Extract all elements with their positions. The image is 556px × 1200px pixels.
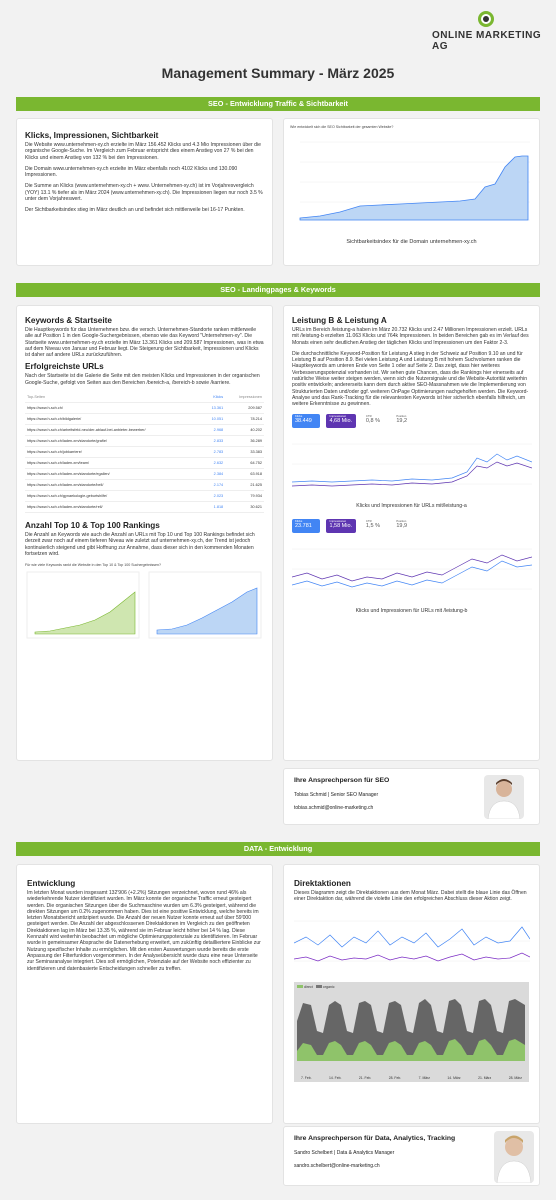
row-impressions: 30.621	[225, 502, 264, 513]
col-page[interactable]: Top-Seiten	[25, 392, 203, 403]
xtick: 28. März	[508, 1075, 522, 1080]
table-row[interactable]	[25, 436, 264, 447]
traffic-chart	[294, 982, 529, 1082]
table-header-row	[25, 392, 264, 403]
kpi-a-ctr[interactable]: CTR 0,8 %	[365, 413, 380, 425]
direkt-heading: Direktaktionen	[294, 879, 351, 888]
contact-seo-card	[283, 768, 540, 825]
leistung-b-kpis	[292, 519, 531, 537]
row-impressions: 63.918	[225, 469, 264, 480]
logo	[475, 8, 497, 30]
row-clicks: 1.818	[203, 502, 226, 513]
visibility-caption: Sichtbarkeitsindex für die Domain unternehmen-xy.ch	[346, 239, 477, 245]
legend-swatch-organic	[316, 985, 322, 988]
leistung-a-kpis	[292, 414, 531, 432]
section-banner-seo-traffic: SEO - Entwicklung Traffic & Sichtbarkeit	[16, 97, 540, 111]
leistung-b-caption: Klicks und Impressionen für URLs mit /leistung-b	[355, 607, 468, 614]
row-impressions: 64.752	[225, 458, 264, 469]
table-row[interactable]	[25, 502, 264, 513]
xtick: 14. März	[447, 1075, 461, 1080]
clicks-paragraph-1: Die Website www.unternehmen-xy.ch erzielte im März 156.452 Klicks und 4.3 Mio Impressionen über die organische Google-Suche. Im Vergleich zum Februar entspricht dies einem Anstieg von 27 % bei den Klicks und einem Anstieg von 132 % bei den Impressionen.	[25, 142, 261, 161]
col-impressions[interactable]: Impressionen	[225, 392, 264, 403]
contact-data-email[interactable]: sandro.schelbert@online-marketing.ch	[294, 1163, 380, 1169]
row-impressions: 78.214	[225, 414, 264, 425]
row-clicks: 10.051	[203, 414, 226, 425]
rankings-text: Die Anzahl an Keywords wie auch die Anzahl an URLs mit Top 10 und Top 100 Rankings befindet sich derzeit zwar noch auf einem tieferen Niveau wie zuletzt auf unternehmen-xy.ch, der Trend ist jedoch kontinuierlich steigend und gibt Hoffnung zur Annahme, dass dieser sich in den kommenden Monaten fortsetzen wird.	[25, 532, 255, 557]
clicks-paragraph-3: Die Summe an Klicks (www.unternehmen-xy.ch + www. Unternehmen-xy.ch) ist im Vorjahresvergleich (YOY) 13.1 % tiefer als im März 2024 (www.unternehmen-xy.ch). Die Impressionen liegen nur noch 3.5 % unter dem Vorjahreswert.	[25, 183, 263, 203]
kpi-a-impressions[interactable]: Impressionen 4,68 Mio.	[326, 414, 356, 428]
row-clicks: 2.968	[203, 425, 226, 436]
leistung-a-caption: Klicks und Impressionen für URLs mit/leistung-a	[356, 502, 467, 509]
xtick: 7. März	[418, 1075, 430, 1080]
urls-text: Nach der Startseite ist die Galerie die Seite mit den meisten Klicks und Impressionen in der organischen Google-Suche, gefolgt von Seiten aus den Bereichen /bereich-a, /bereich-b sowie /karriere.	[25, 373, 260, 386]
leistung-card	[283, 305, 540, 761]
entwicklung-heading: Entwicklung	[27, 879, 76, 888]
page-title: Management Summary - März 2025	[161, 65, 395, 81]
leistung-heading: Leistung B & Leistung A	[292, 316, 387, 325]
keywords-card	[16, 305, 273, 761]
row-page[interactable]: https://www.h-sch.ch/arbeitsfeld-neu/der-ablauf-bei-anbieter-bewerber/	[25, 425, 203, 436]
table-row[interactable]	[25, 425, 264, 436]
xtick: 21. März	[478, 1075, 492, 1080]
urls-heading: Erfolgreichste URLs	[25, 362, 104, 372]
row-impressions: 79.934	[225, 491, 264, 502]
direkt-card	[283, 864, 540, 1124]
table-row[interactable]	[25, 447, 264, 458]
row-clicks: 2.783	[203, 447, 226, 458]
kpi-b-clicks[interactable]: Klicks 23.781	[292, 519, 320, 533]
contact-seo-name: Tobias Schmid | Senior SEO Manager	[294, 792, 379, 798]
table-row[interactable]	[25, 414, 264, 425]
row-page[interactable]: https://www.h-sch.ch/laden-xm/team/	[25, 458, 203, 469]
row-impressions: 40.202	[225, 425, 264, 436]
traffic-xaxis	[297, 1076, 526, 1080]
contact-data-heading: Ihre Ansprechperson für Data, Analytics, Tracking	[294, 1135, 456, 1142]
row-clicks: 13.361	[203, 403, 226, 414]
contact-seo-email[interactable]: tobias.schmid@online-marketing.ch	[294, 805, 374, 811]
logo-icon	[475, 8, 497, 30]
kpi-a-clicks[interactable]: Klicks 38.449	[292, 414, 320, 428]
table-row[interactable]	[25, 469, 264, 480]
row-page[interactable]: https://www.h-sch.ch/bildgalerie/	[25, 414, 203, 425]
rankings-chart-title: Für wie viele Keywords rankt die Website in den Top 10 & Top 100 Suchergebnissen?	[25, 563, 162, 568]
top-urls-table	[25, 392, 264, 513]
leistung-b-chart	[292, 537, 532, 599]
xtick: 14. Feb.	[329, 1075, 342, 1080]
section-banner-data: DATA - Entwicklung	[16, 842, 540, 856]
entwicklung-card	[16, 864, 273, 1124]
row-clicks: 2.174	[203, 480, 226, 491]
row-clicks: 2.384	[203, 469, 226, 480]
table-row[interactable]	[25, 458, 264, 469]
row-page[interactable]: https://www.h-sch.ch/laden-xm/standorte/grafie/	[25, 436, 203, 447]
legend-direct: direct	[304, 984, 313, 989]
row-page[interactable]: https://www.h-sch.ch/jobkarriere/	[25, 447, 203, 458]
traffic-legend	[297, 985, 526, 989]
row-page[interactable]: https://www.h-sch.ch/laden-xm/standorte/rell/	[25, 502, 203, 513]
xtick: 21. Feb.	[358, 1075, 372, 1080]
row-page[interactable]: https://www.h-sch.ch/	[25, 403, 203, 414]
rankings-charts	[25, 570, 265, 640]
keywords-text: Die Hauptkeywords für das Unternehmen bzw. die versch. Unternehmen-Standorte ranken mittlerweile alle auf Position 1 in den Google-Suchergebnissen, ebenso wie das Keyword "Unternehmen-xy". Die Startseite www.unternehmen-xy.ch erzielte im März 13.361 Klicks und 209.587 Impressionen, was in etwa auf dem Niveau von Januar und Februar liegt. Die Steigerung der Sichtbarkeit, Impressionen und Klicks ist daher auf andere URLs zurückzuführen.	[25, 327, 264, 359]
kpi-b-position[interactable]: Position 19,9	[396, 518, 408, 530]
legend-organic: organic	[322, 984, 335, 989]
table-row[interactable]	[25, 480, 264, 491]
rankings-heading: Anzahl Top 10 & Top 100 Rankings	[25, 521, 160, 531]
visibility-chart	[290, 132, 534, 224]
clicks-paragraph-2: Die Domain www.unternehmen-xy.ch erzielte im März ebenfalls noch 4102 Klicks und 130.090 Impressionen.	[25, 165, 238, 179]
table-row[interactable]	[25, 491, 264, 502]
xtick: 28. Feb.	[388, 1075, 402, 1080]
kpi-b-impressions[interactable]: Impressionen 1,58 Mio.	[326, 519, 356, 533]
row-impressions: 33.383	[225, 447, 264, 458]
entwicklung-text: Im letzten Monat wurden insgesamt 132'906 (+2.2%) Sitzungen verzeichnet, wovon rund 46% als wiederkehrende Nutzer identifiziert wurden. Im März konnte der organische Traffic erneut gesteigert werden. Die organischen Sitzungen über die Suchmaschine wurden um 6.3% gesteigert, während die direkten Sitzungen um 0.2% zugenommen haben. Dies ist eine positive Entwicklung, welche bereits im letzten Monatsbericht antizipiert wurde. Die Anzahl der neuen Nutzer konnte erneut auf über 59'000 gesteigert werden. Die Anzahl der abgeschlossenen Direktaktionen im Vergleich zu den geöffneten Direktaktionen lag im März bei 13.35 %, während sie im Februar leicht höher bei 14 % lag. Diese Kennzahl wird weiterhin beobachtet um mögliche Optimierungspotenziale zu identifizieren. Im Februar wurde in gemeinsamer Absprache die Datenerhebung erweitert, um zukünftig detailliertere Einblicke zur Nutzung spezifischer Inhalte zu ermöglichen. Mit den ersten Auswertungen wurde bereits die erste Anpassung der Filterfunktion vorgenommen. In der Analyseübersicht wurde dazu eine neue Unterseite zur Seminaranalyse integriert. Dies soll ermöglichen, Potenziale auf der Website noch effizienter zu identifizieren und datenbasierte Entscheidungen schneller zu treffen.	[27, 890, 261, 972]
col-clicks[interactable]: Klicks	[203, 392, 226, 403]
leistung-a-chart	[292, 432, 532, 494]
table-row[interactable]	[25, 403, 264, 414]
row-clicks: 2.833	[203, 436, 226, 447]
row-impressions: 36.289	[225, 436, 264, 447]
kpi-b-ctr[interactable]: CTR 1,5 %	[365, 518, 380, 530]
traffic-area-chart	[297, 991, 525, 1071]
avatar	[494, 1131, 534, 1183]
visibility-chart-title: Wie entwickelt sich die SEO Sichtbarkeit der gesamten Website?	[290, 125, 394, 129]
contact-data-card	[283, 1126, 540, 1186]
direktaktionen-chart	[294, 907, 530, 973]
clicks-heading: Klicks, Impressionen, Sichtbarkeit	[25, 131, 159, 140]
xtick: 7. Feb.	[301, 1075, 312, 1080]
direkt-text: Dieses Diagramm zeigt die Direktaktionen aus dem Monat März. Dabei stellt die blaue Linie das Öffnen einer Direktaktion dar, während die violette Linie den erfolgreichen Abschluss dieser Aktion zeigt.	[294, 890, 527, 903]
row-clicks: 2.632	[203, 458, 226, 469]
contact-seo-heading: Ihre Ansprechperson für SEO	[294, 777, 390, 784]
clicks-card	[16, 118, 273, 266]
kpi-a-position[interactable]: Position 19,2	[396, 413, 408, 425]
row-clicks: 2.023	[203, 491, 226, 502]
section-banner-seo-landingpages: SEO - Landingpages & Keywords	[16, 283, 540, 297]
brand-name: ONLINE MARKETING AG	[432, 30, 542, 52]
contact-data-name: Sandro Schelbert | Data & Analytics Manager	[294, 1150, 395, 1156]
leistung-paragraph-1: URLs im Bereich /leistung-a haben im März 20.732 Klicks und 2.47 Millionen Impressionen erzielt. URLs mit /leistung-b erzielten 11.063 Klicks und 764k Impressionen. In beiden Bereichen gab es im Verlauf des Monats einen sehr deutlichen Anstieg der täglichen Klicks und Impressionen um den Faktor 2-3.	[292, 327, 529, 346]
row-impressions: 21.625	[225, 480, 264, 491]
row-impressions: 209.587	[225, 403, 264, 414]
row-page[interactable]: https://www.h-sch.ch/gynaekologie-geburtshilfe/	[25, 491, 203, 502]
row-page[interactable]: https://www.h-sch.ch/laden-xm/standorte/egallen/	[25, 469, 203, 480]
row-page[interactable]: https://www.h-sch.ch/laden-xm/standorte/bell/	[25, 480, 203, 491]
keywords-heading: Keywords & Startseite	[25, 316, 112, 325]
avatar	[484, 775, 524, 819]
visibility-card	[283, 118, 540, 266]
clicks-paragraph-4: Der Sichtbarkeitsindex stieg im März deutlich an und befindet sich mittlerweile bei 16-17 Punkten.	[25, 207, 245, 214]
leistung-paragraph-2: Die durchschnittliche Keyword-Position für Leistung A stieg in der Schweiz auf Position 9.10 an und für Leistung B auf Position 8.9. Bei vielen Leistung A und Leistung B mit hohem Suchvolumen ranken die Hauptkeywords am unteren Ende von Seite 1 oder auf Seite 2. Das zeigt, dass hier weiteres Verbesserungspotenzial vorhanden ist. Wir sehen gute Chancen, dass die Rankings hier einerseits auf natürliche Weise weiter steigen werden, wenn sich die Nutzersignale und die Website-Autorität weiterhin positiv entwickeln; andererseits kann dem durch aktive SEO-Massnahmen wie die Implementierung von Strukturierten Daten und/oder ggf. weiteren OnPage Optimierungen nachgeholfen werden. Die Keyword-Analyse und das Rank-Tracking für die relevantesten Keywords ist hier sicherlich ebenfalls hilfreich, um weitere Erkenntnisse zu gewinnen.	[292, 350, 529, 408]
legend-swatch-direct	[297, 985, 303, 988]
